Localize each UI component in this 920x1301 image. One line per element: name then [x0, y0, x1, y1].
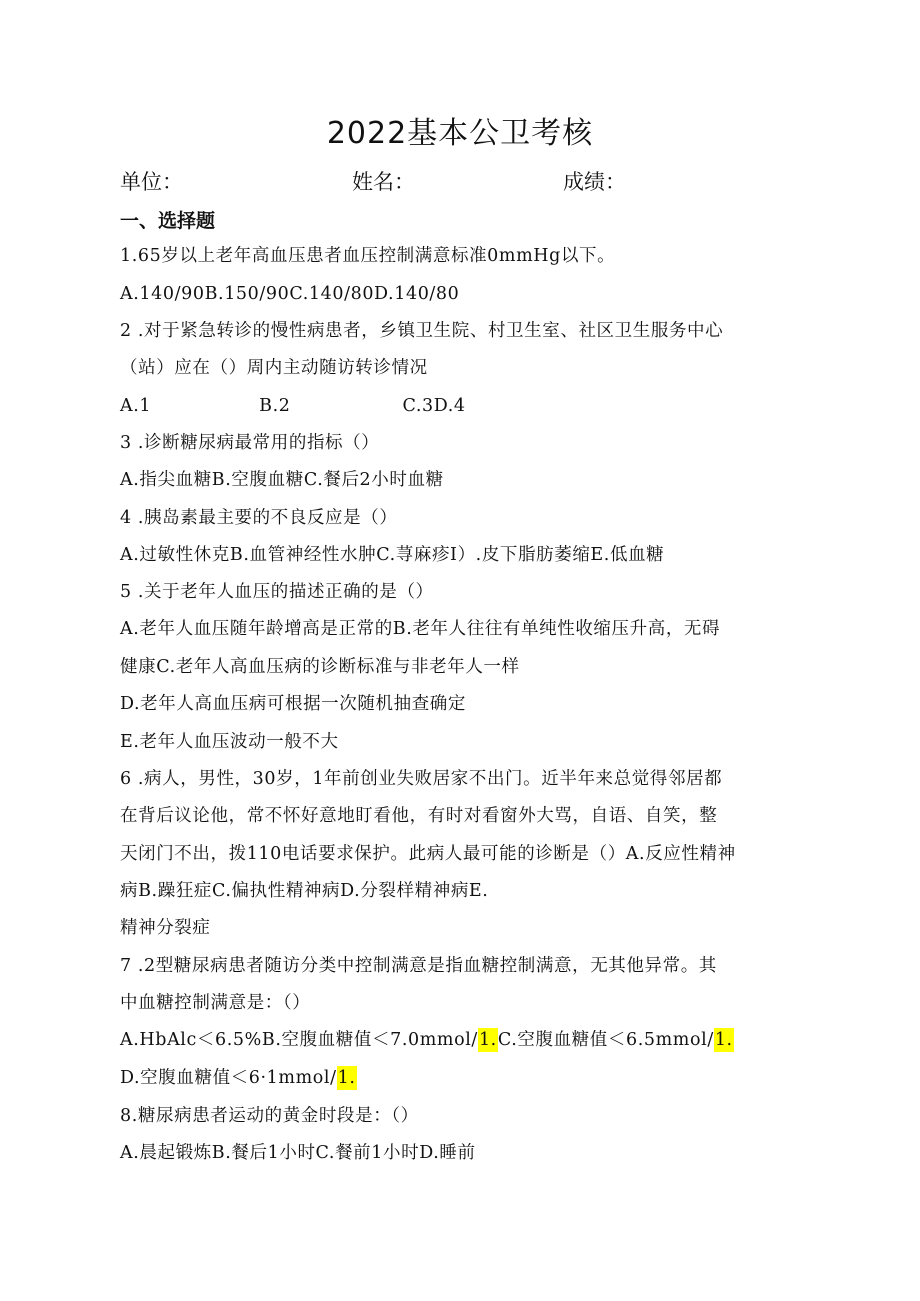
- option-c: C.空腹血糖值＜6.5mmol/: [497, 1030, 714, 1050]
- question-5: 5 .关于老年人血压的描述正确的是（）: [120, 582, 434, 602]
- option-ab: A.HbAlc＜6.5%B.空腹血糖值＜7.0mmol/: [120, 1030, 478, 1050]
- question-2-options: [120, 393, 810, 419]
- section-title: 一、选择题: [120, 210, 216, 232]
- question-8: 8.糖尿病患者运动的黄金时段是：（）: [120, 1106, 419, 1126]
- question-5-options-cont: 健康C.老年人高血压病的诊断标准与非老年人一样: [120, 657, 520, 677]
- question-3-options: A.指尖血糖B.空腹血糖C.餐后2小时血糖: [120, 470, 444, 490]
- name-label: 姓名：: [352, 170, 415, 194]
- option-a: A.1: [120, 396, 152, 416]
- question-6: 6 .病人，男性，30岁，1年前创业失败居家不出门。近半年来总觉得邻居都: [120, 769, 723, 789]
- question-2: 2 .对于紧急转诊的慢性病患者，乡镇卫生院、村卫生室、社区卫生服务中心: [120, 321, 724, 341]
- question-7-cont: 中血糖控制满意是：（）: [120, 993, 311, 1013]
- question-1-options: A.140/90B.150/90C.140/80D.140/80: [120, 284, 460, 304]
- question-5-options: A.老年人血压随年龄增高是正常的B.老年人往往有单纯性收缩压升高，无碍: [120, 619, 721, 639]
- question-7: 7 .2型糖尿病患者随访分类中控制满意是指血糖控制满意，无其他异常。其: [120, 956, 717, 976]
- question-6-cont-2: 天闭门不出，拨110电话要求保护。此病人最可能的诊断是（）A.反应性精神: [120, 844, 736, 864]
- question-7-option-d: [120, 1065, 810, 1091]
- question-6-cont-4: 精神分裂症: [120, 918, 211, 938]
- highlight-mark: 1.: [337, 1068, 356, 1088]
- question-5-option-e: E.老年人血压波动一般不大: [120, 732, 339, 752]
- question-1: 1.65岁以上老年高血压患者血压控制满意标准0mmHg以下。: [120, 246, 616, 266]
- option-cd: C.3D.4: [402, 396, 466, 416]
- question-3: 3 .诊断糖尿病最常用的指标（）: [120, 433, 380, 453]
- question-6-cont-3: 病B.躁狂症C.偏执性精神病D.分裂样精神病E.: [120, 881, 489, 901]
- question-4: 4 .胰岛素最主要的不良反应是（）: [120, 508, 398, 528]
- unit-label: 单位：: [120, 170, 183, 194]
- highlight-mark: 1.: [714, 1030, 733, 1050]
- header-fields: [120, 166, 820, 200]
- option-d: D.空腹血糖值＜6·1mmol/: [120, 1068, 337, 1088]
- question-8-options: A.晨起锻炼B.餐后1小时C.餐前1小时D.睡前: [120, 1143, 476, 1163]
- score-label: 成绩：: [563, 170, 626, 194]
- page-title: 2022基本公卫考核: [326, 116, 594, 151]
- question-4-options: A.过敏性休克B.血管神经性水肿C.荨麻疹I）.皮下脂肪萎缩E.低血糖: [120, 545, 665, 565]
- question-2-cont: （站）应在（）周内主动随访转诊情况: [120, 358, 428, 378]
- highlight-mark: 1.: [478, 1030, 497, 1050]
- question-7-options: [120, 1027, 810, 1053]
- option-b: B.2: [259, 396, 291, 416]
- question-6-cont-1: 在背后议论他，常不怀好意地盯看他，有时对看窗外大骂，自语、自笑，整: [120, 806, 718, 826]
- question-5-option-d: D.老年人高血压病可根据一次随机抽查确定: [120, 694, 466, 714]
